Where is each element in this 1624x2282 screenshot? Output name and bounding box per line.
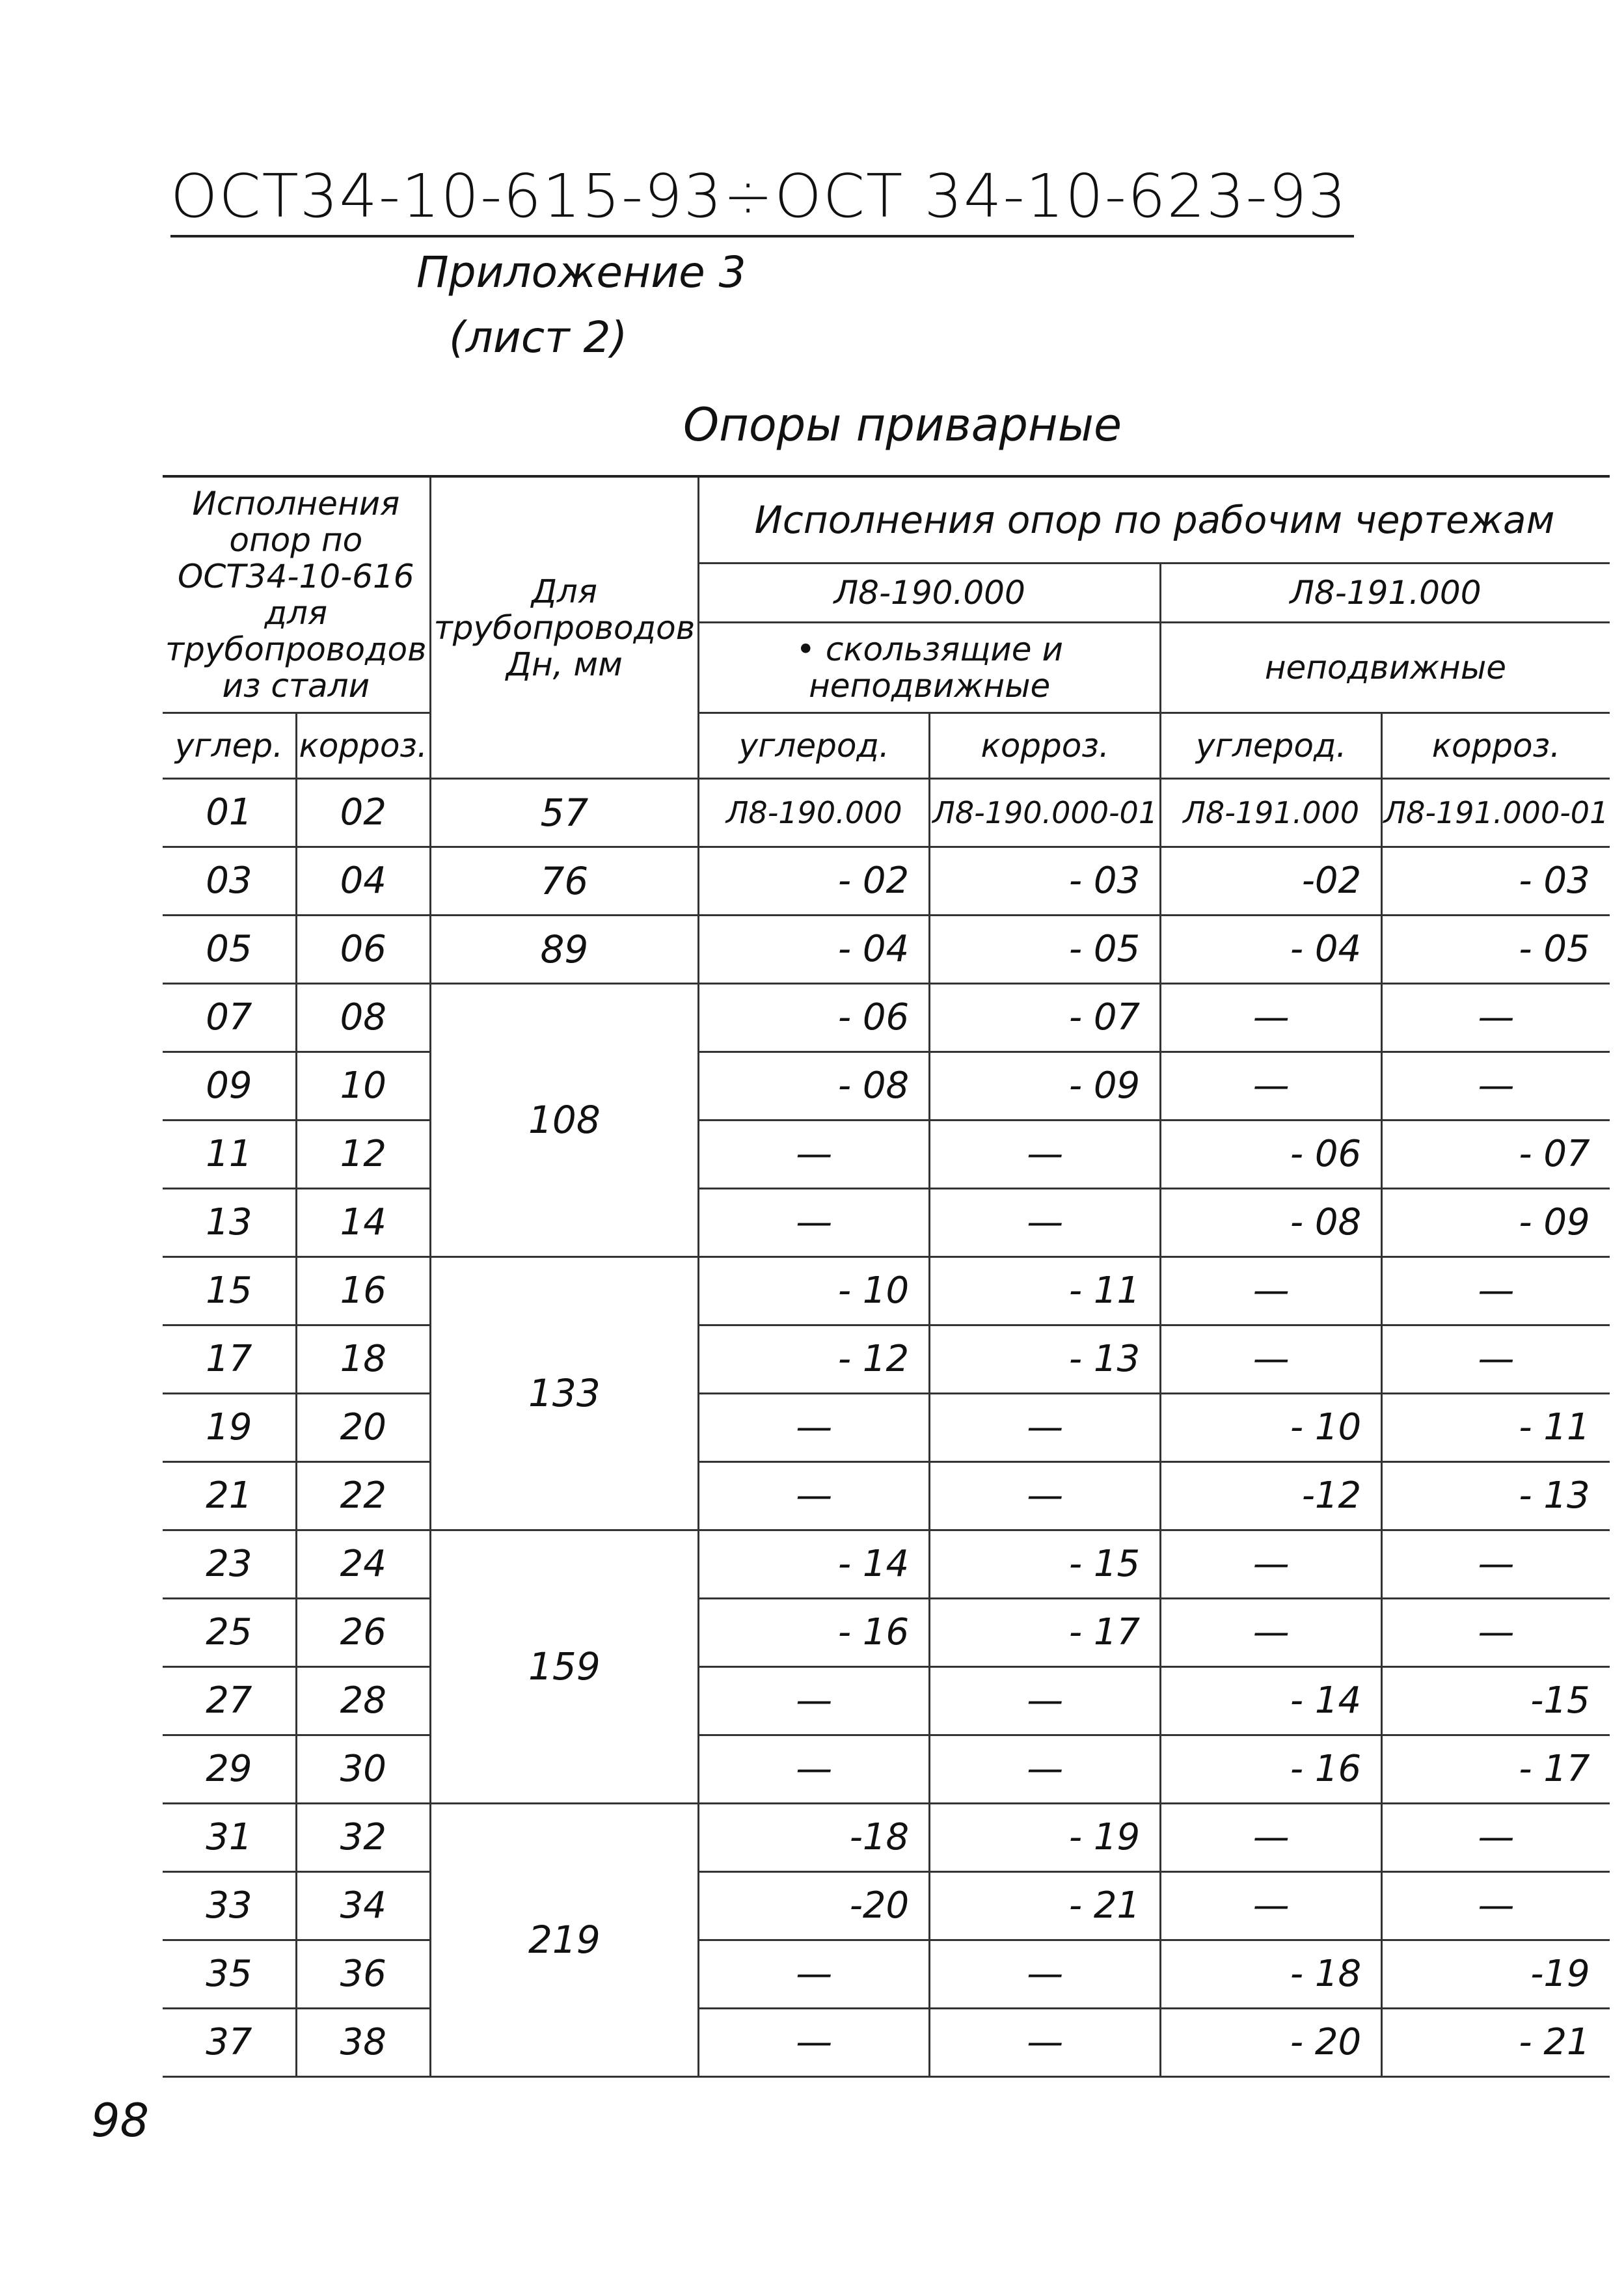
appendix-label: Приложение 3 [416, 247, 746, 297]
l190-corros-cell: - 11 [930, 1257, 1161, 1325]
l191-corros-cell: - 21 [1382, 2009, 1610, 2077]
ost-carbon-cell: 17 [163, 1325, 296, 1394]
l191-corros-cell: - 11 [1382, 1394, 1610, 1462]
l190-carbon-cell: Л8-190.000 [699, 779, 930, 847]
l190-carbon-cell: - 14 [699, 1530, 930, 1599]
ost-carbon-cell: 27 [163, 1667, 296, 1735]
l190-corros-cell: — [930, 1121, 1161, 1189]
table-row [163, 779, 1610, 847]
table-row [163, 1325, 1610, 1394]
l191-corros-cell: - 03 [1382, 847, 1610, 916]
ost-corros-cell: 16 [296, 1257, 430, 1325]
ost-carbon-cell: 13 [163, 1189, 296, 1257]
ost-corros-cell: 02 [296, 779, 430, 847]
l190-corros-cell: Л8-190.000-01 [930, 779, 1161, 847]
l190-carbon-cell: - 10 [699, 1257, 930, 1325]
pipe-dn-cell: 57 [430, 779, 699, 847]
ost-carbon-cell: 21 [163, 1462, 296, 1530]
l190-corros-cell: - 03 [930, 847, 1161, 916]
ost-carbon-cell: 33 [163, 1872, 296, 1940]
header-ost-group: Исполнения опор по ОСТ34-10-616 для трубопроводов из стали [163, 476, 430, 713]
l190-corros-cell: - 19 [930, 1804, 1161, 1872]
l191-corros-cell: - 09 [1382, 1189, 1610, 1257]
l190-carbon-cell: - 02 [699, 847, 930, 916]
l191-carbon-cell: - 06 [1161, 1121, 1382, 1189]
l191-corros-cell: — [1382, 984, 1610, 1052]
l191-carbon-cell: - 14 [1161, 1667, 1382, 1735]
ost-carbon-cell: 23 [163, 1530, 296, 1599]
l191-carbon-cell: - 08 [1161, 1189, 1382, 1257]
l190-carbon-cell: - 06 [699, 984, 930, 1052]
table-row [163, 984, 1610, 1052]
l191-carbon-cell: - 16 [1161, 1735, 1382, 1804]
ost-corros-cell: 26 [296, 1599, 430, 1667]
ost-corros-cell: 14 [296, 1189, 430, 1257]
ost-carbon-cell: 19 [163, 1394, 296, 1462]
ost-carbon-cell: 05 [163, 916, 296, 984]
table-row [163, 1052, 1610, 1121]
l190-carbon-cell: — [699, 1462, 930, 1530]
table-row [163, 1121, 1610, 1189]
header-190-carbon: углерод. [699, 713, 930, 779]
table-row [163, 1257, 1610, 1325]
ost-carbon-cell: 35 [163, 1940, 296, 2009]
l190-corros-cell: - 13 [930, 1325, 1161, 1394]
header-carbon-short: углер. [163, 713, 296, 779]
ost-carbon-cell: 03 [163, 847, 296, 916]
pipe-dn-cell: 108 [430, 984, 699, 1257]
l191-carbon-cell: — [1161, 1257, 1382, 1325]
l190-carbon-cell: -18 [699, 1804, 930, 1872]
l191-corros-cell: — [1382, 1325, 1610, 1394]
sheet-label: (лист 2) [449, 312, 628, 362]
l191-corros-cell: -19 [1382, 1940, 1610, 2009]
ost-corros-cell: 22 [296, 1462, 430, 1530]
l191-carbon-cell: Л8-191.000 [1161, 779, 1382, 847]
l190-carbon-cell: - 08 [699, 1052, 930, 1121]
l190-carbon-cell: -20 [699, 1872, 930, 1940]
header-drawings-group: Исполнения опор по рабочим чертежам [699, 476, 1610, 564]
pipe-dn-cell: 159 [430, 1530, 699, 1804]
table-row [163, 2009, 1610, 2077]
l190-carbon-cell: - 12 [699, 1325, 930, 1394]
l190-carbon-cell: - 04 [699, 916, 930, 984]
table-row [163, 1804, 1610, 1872]
l190-corros-cell: — [930, 1462, 1161, 1530]
l190-corros-cell: — [930, 1667, 1161, 1735]
l191-carbon-cell: — [1161, 1052, 1382, 1121]
l191-corros-cell: — [1382, 1052, 1610, 1121]
ost-corros-cell: 28 [296, 1667, 430, 1735]
l190-carbon-cell: — [699, 1735, 930, 1804]
pipe-dn-cell: 89 [430, 916, 699, 984]
document-code: ОСТ34-10-615-93÷ОСТ 34-10-623-93 [170, 161, 1354, 238]
table-row [163, 1530, 1610, 1599]
l191-corros-cell: - 07 [1382, 1121, 1610, 1189]
ost-corros-cell: 30 [296, 1735, 430, 1804]
header-type-fixed: неподвижные [1161, 623, 1610, 713]
l191-carbon-cell: — [1161, 1804, 1382, 1872]
ost-corros-cell: 24 [296, 1530, 430, 1599]
header-corros-short: корроз. [296, 713, 430, 779]
l191-carbon-cell: — [1161, 1530, 1382, 1599]
l190-corros-cell: - 09 [930, 1052, 1161, 1121]
l191-carbon-cell: - 18 [1161, 1940, 1382, 2009]
l191-corros-cell: — [1382, 1530, 1610, 1599]
ost-carbon-cell: 15 [163, 1257, 296, 1325]
l190-carbon-cell: — [699, 1189, 930, 1257]
l191-carbon-cell: -02 [1161, 847, 1382, 916]
ost-carbon-cell: 37 [163, 2009, 296, 2077]
ost-carbon-cell: 25 [163, 1599, 296, 1667]
header-drawing-190: Л8-190.000 [699, 564, 1161, 623]
ost-corros-cell: 04 [296, 847, 430, 916]
l191-corros-cell: — [1382, 1804, 1610, 1872]
l191-corros-cell: — [1382, 1872, 1610, 1940]
l191-carbon-cell: — [1161, 1872, 1382, 1940]
header-191-carbon: углерод. [1161, 713, 1382, 779]
l191-carbon-cell: - 20 [1161, 2009, 1382, 2077]
ost-corros-cell: 12 [296, 1121, 430, 1189]
ost-corros-cell: 18 [296, 1325, 430, 1394]
ost-corros-cell: 32 [296, 1804, 430, 1872]
l190-corros-cell: — [930, 1394, 1161, 1462]
l190-corros-cell: — [930, 1940, 1161, 2009]
l191-carbon-cell: — [1161, 984, 1382, 1052]
table-row [163, 916, 1610, 984]
table-row [163, 1735, 1610, 1804]
header-190-corros: корроз. [930, 713, 1161, 779]
l190-corros-cell: — [930, 2009, 1161, 2077]
header-pipe-dn: Для трубопроводов Дн, мм [430, 476, 699, 779]
l191-carbon-cell: -12 [1161, 1462, 1382, 1530]
l190-carbon-cell: — [699, 1394, 930, 1462]
page-number: 98 [91, 2094, 150, 2147]
ost-carbon-cell: 01 [163, 779, 296, 847]
l190-carbon-cell: - 16 [699, 1599, 930, 1667]
l191-corros-cell: — [1382, 1257, 1610, 1325]
ost-corros-cell: 38 [296, 2009, 430, 2077]
l191-carbon-cell: — [1161, 1599, 1382, 1667]
l190-carbon-cell: — [699, 1667, 930, 1735]
table-row [163, 1394, 1610, 1462]
l191-corros-cell: - 17 [1382, 1735, 1610, 1804]
l191-carbon-cell: — [1161, 1325, 1382, 1394]
l191-corros-cell: Л8-191.000-01 [1382, 779, 1610, 847]
header-191-corros: корроз. [1382, 713, 1610, 779]
ost-corros-cell: 08 [296, 984, 430, 1052]
pipe-dn-cell: 133 [430, 1257, 699, 1530]
table-row [163, 1189, 1610, 1257]
table-row [163, 1940, 1610, 2009]
header-drawing-191: Л8-191.000 [1161, 564, 1610, 623]
l191-corros-cell: - 05 [1382, 916, 1610, 984]
table-row [163, 847, 1610, 916]
supports-table [163, 475, 1610, 2078]
l190-carbon-cell: — [699, 2009, 930, 2077]
ost-carbon-cell: 11 [163, 1121, 296, 1189]
table-title: Опоры приварные [683, 398, 1122, 452]
l190-carbon-cell: — [699, 1121, 930, 1189]
ost-carbon-cell: 09 [163, 1052, 296, 1121]
pipe-dn-cell: 219 [430, 1804, 699, 2077]
l191-corros-cell: — [1382, 1599, 1610, 1667]
ost-corros-cell: 10 [296, 1052, 430, 1121]
table-row [163, 1872, 1610, 1940]
l190-corros-cell: — [930, 1189, 1161, 1257]
ost-corros-cell: 34 [296, 1872, 430, 1940]
table-row [163, 1599, 1610, 1667]
ost-corros-cell: 36 [296, 1940, 430, 2009]
l190-corros-cell: - 15 [930, 1530, 1161, 1599]
header-type-sliding: • скользящие и неподвижные [699, 623, 1161, 713]
l190-corros-cell: - 21 [930, 1872, 1161, 1940]
ost-carbon-cell: 07 [163, 984, 296, 1052]
l190-corros-cell: - 17 [930, 1599, 1161, 1667]
l190-corros-cell: - 05 [930, 916, 1161, 984]
header-row-4 [163, 713, 1610, 779]
header-row-1 [163, 476, 1610, 564]
l190-carbon-cell: — [699, 1940, 930, 2009]
l191-carbon-cell: - 10 [1161, 1394, 1382, 1462]
ost-corros-cell: 20 [296, 1394, 430, 1462]
l191-corros-cell: - 13 [1382, 1462, 1610, 1530]
pipe-dn-cell: 76 [430, 847, 699, 916]
l191-carbon-cell: - 04 [1161, 916, 1382, 984]
l190-corros-cell: - 07 [930, 984, 1161, 1052]
l191-corros-cell: -15 [1382, 1667, 1610, 1735]
ost-corros-cell: 06 [296, 916, 430, 984]
l190-corros-cell: — [930, 1735, 1161, 1804]
ost-carbon-cell: 31 [163, 1804, 296, 1872]
table-row [163, 1667, 1610, 1735]
ost-carbon-cell: 29 [163, 1735, 296, 1804]
table-row [163, 1462, 1610, 1530]
